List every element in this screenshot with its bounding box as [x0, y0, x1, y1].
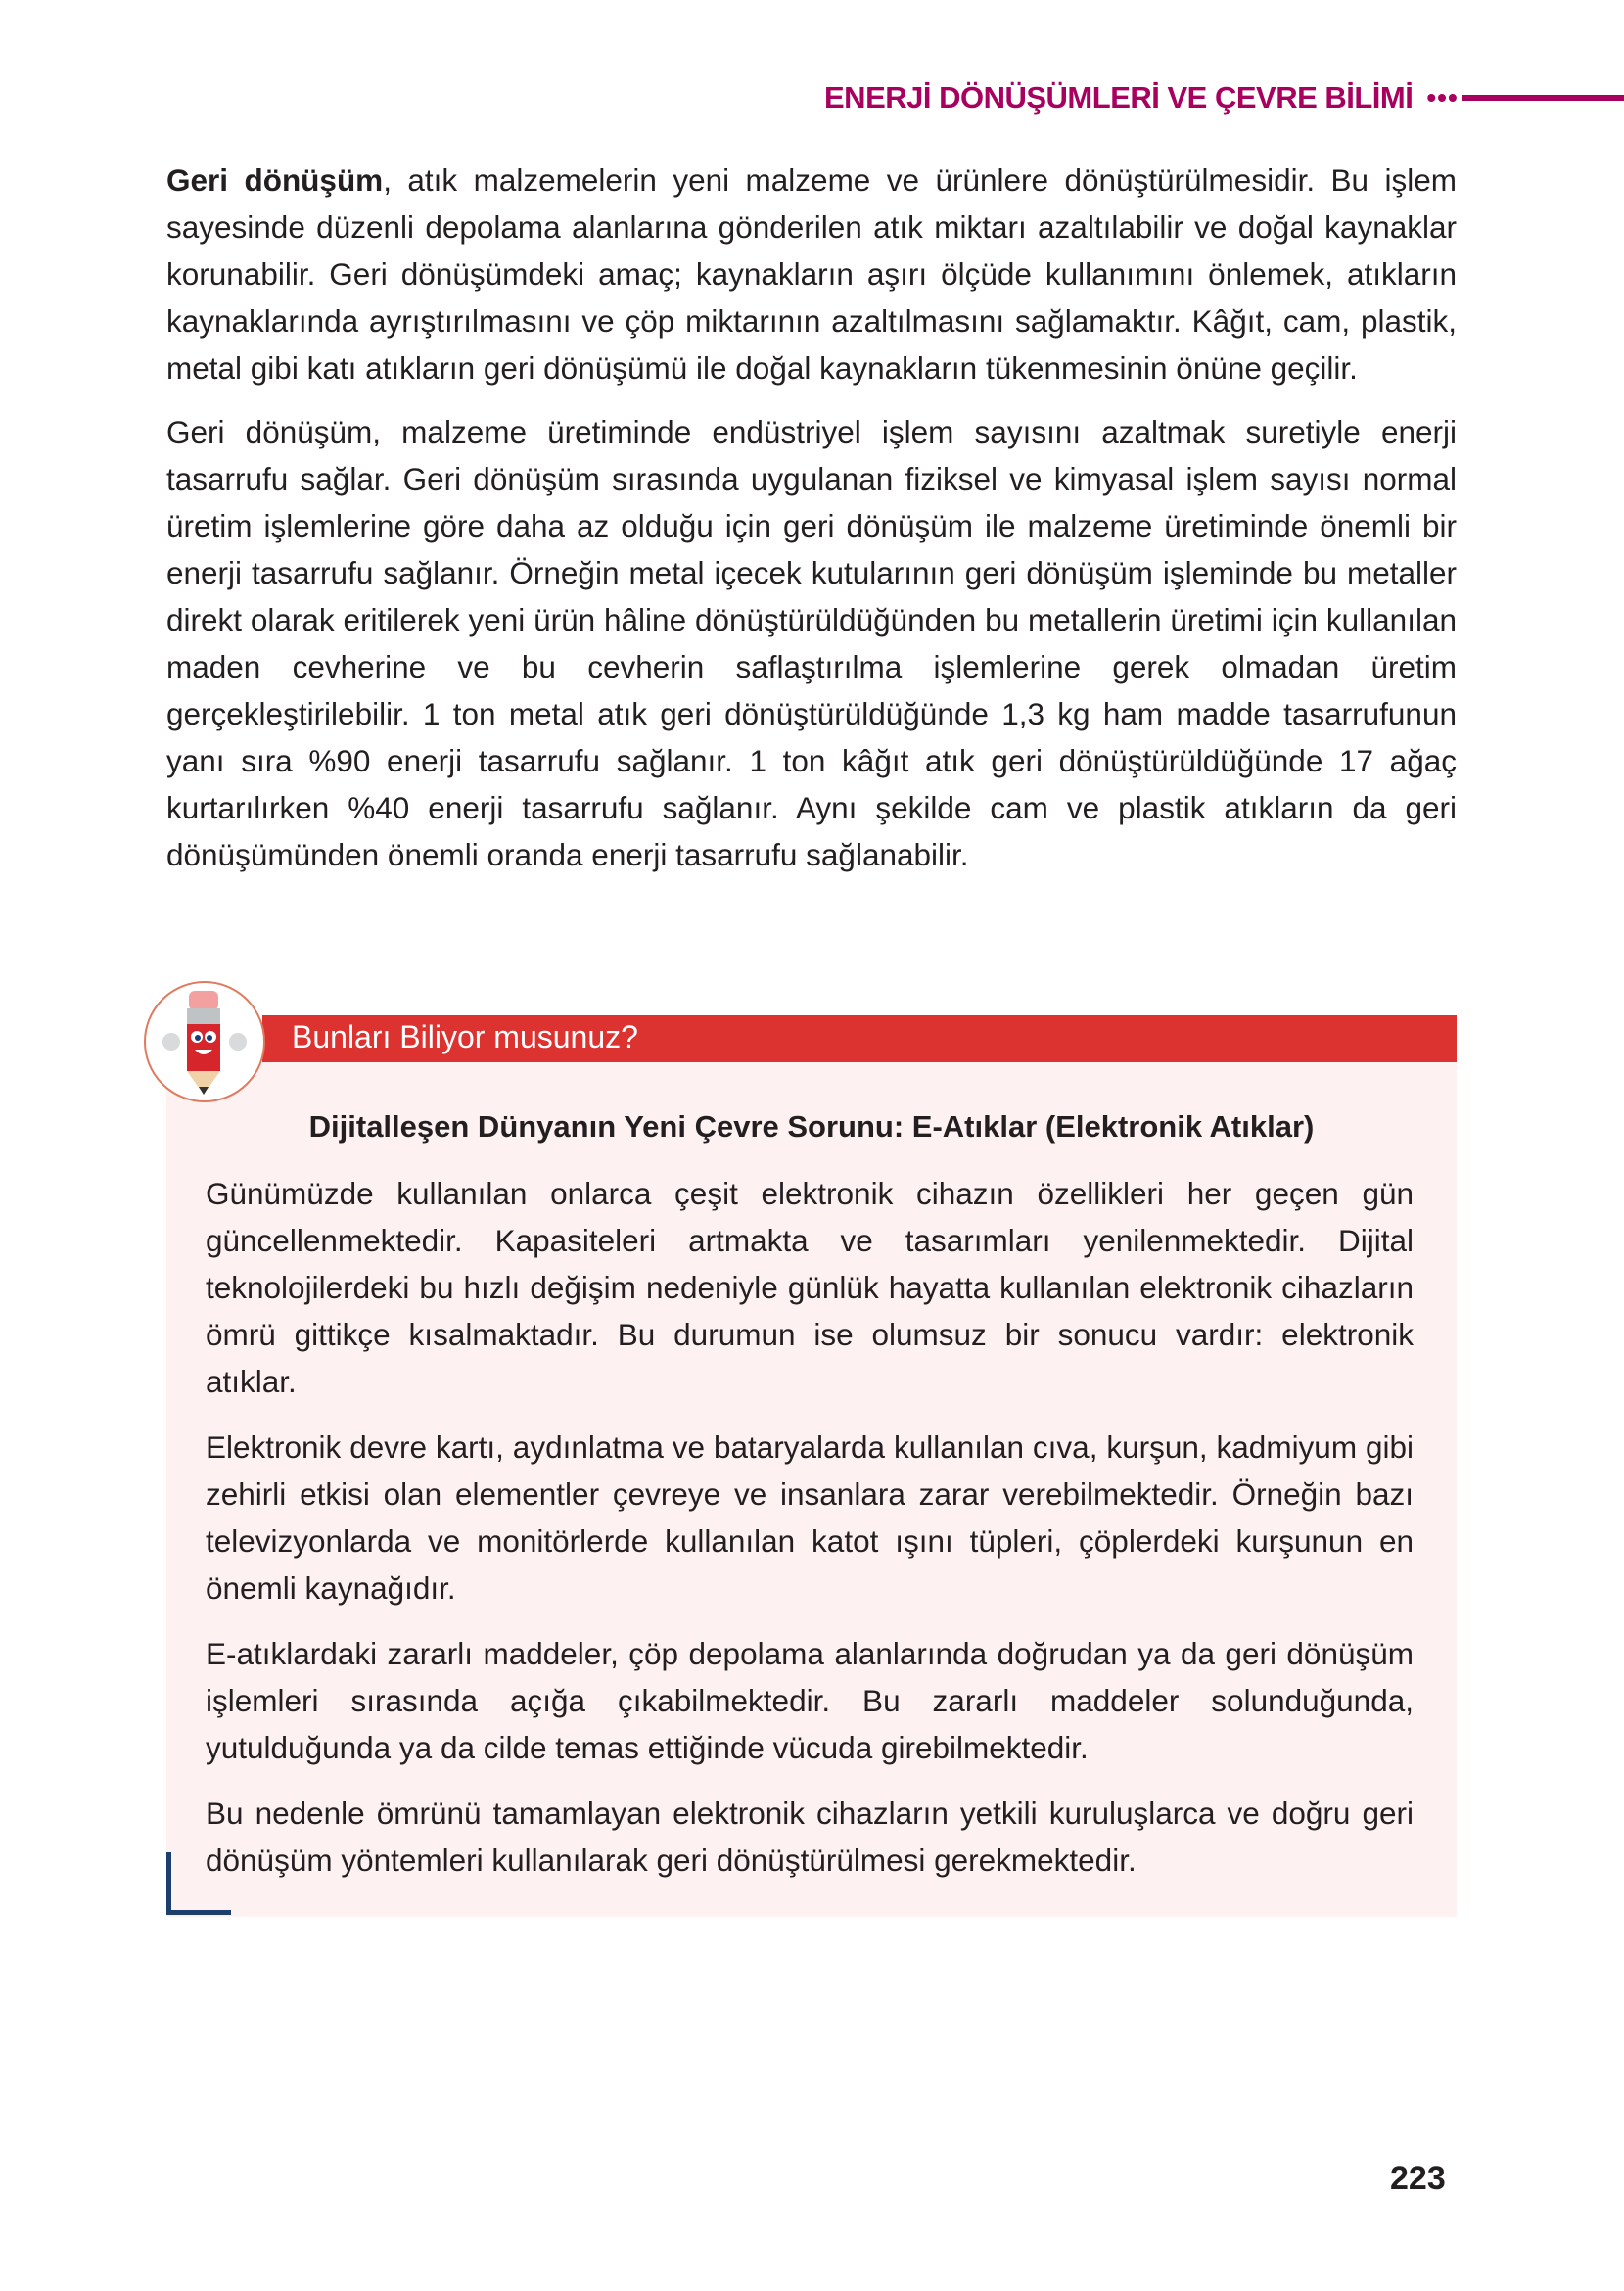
header-rule: [1462, 95, 1624, 101]
term-geri-donusum: Geri dönüşüm: [166, 163, 384, 198]
paragraph-1-text: , atık malzemelerin yeni malzeme ve ürünlere dönüştürülmesidir. Bu işlem sayesinde düzenli depolama alanlarına gönderilen atık miktarı azaltılabilir ve doğal kaynaklar korunabilir. Geri dönüşümdeki amaç; kaynakların aşırı ölçüde kullanımını önlemek, atıkların kaynaklarında ayrıştırılmasını ve çöp miktarının azaltılmasını sağlamaktır. Kâğıt, cam, plastik, metal gibi katı atıkların geri dönüşümü ile doğal kaynakların tükenmesinin önüne geçilir.: [166, 163, 1457, 386]
callout-header-bar: [262, 1015, 1457, 1062]
header-dots: •••: [1426, 82, 1459, 113]
callout-title: Dijitalleşen Dünyanın Yeni Çevre Sorunu: E-Atıklar (Elektronik Atıklar): [308, 1109, 1315, 1144]
paragraph-2: Geri dönüşüm, malzeme üretiminde endüstriyel işlem sayısını azaltmak suretiyle enerji tasarrufu sağlar. Geri dönüşüm sırasında uygulanan fiziksel ve kimyasal işlem sayısı normal üretim işlemlerine göre daha az olduğu için geri dönüşüm ile malzeme üretiminde önemli bir enerji tasarrufu sağlanır. Örneğin metal içecek kutularının geri dönüşüm işleminde bu metaller direkt olarak eritilerek yeni ürün hâline dönüştürüldüğünden bu metallerin üretimi için kullanılan maden cevherine ve bu cevherin saflaştırılma işlemlerine gerek olmadan üretim gerçekleştirilebilir. 1 ton metal atık geri dönüştürüldüğünde 1,3 kg ham madde tasarrufunun yanı sıra %90 enerji tasarrufu sağlanır. 1 ton kâğıt atık geri dönüştürüldüğünde 17 ağaç kurtarılırken %40 enerji tasarrufu sağlanır. Aynı şekilde cam ve plastik atıkların da geri dönüşümünden önemli oranda enerji tasarrufu sağlanabilir.: [166, 414, 1457, 872]
pencil-mascot-icon: [144, 981, 265, 1102]
paragraph-1: [166, 157, 1457, 392]
chapter-title: ENERJİ DÖNÜŞÜMLERİ VE ÇEVRE BİLİMİ: [824, 80, 1414, 115]
callout-body: [206, 1170, 1414, 1902]
callout-paragraph: Bu nedenle ömrünü tamamlayan elektronik cihazların yetkili kuruluşlarca ve doğru geri dönüşüm yöntemleri kullanılarak geri dönüştürülmesi gerekmektedir.: [206, 1796, 1414, 1878]
main-text: [166, 157, 1457, 895]
callout-paragraph: E-atıklardaki zararlı maddeler, çöp depolama alanlarında doğrudan ya da geri dönüşüm işlemleri sırasında açığa çıkabilmektedir. Bu zararlı maddeler solunduğunda, yutulduğunda ya da cilde temas ettiğinde vücuda girebilmektedir.: [206, 1636, 1414, 1765]
did-you-know-box: [166, 1062, 1457, 1917]
page-number: 223: [1390, 2160, 1446, 2197]
running-header: [824, 76, 1624, 119]
callout-paragraph: Günümüzde kullanılan onlarca çeşit elektronik cihazın özellikleri her geçen gün güncellenmektedir. Kapasiteleri artmakta ve tasarımları yenilenmektedir. Dijital teknolojilerdeki bu hızlı değişim nedeniyle günlük hayatta kullanılan elektronik cihazların ömrü gittikçe kısalmaktadır. Bu durumun ise olumsuz bir sonucu vardır: elektronik atıklar.: [206, 1176, 1414, 1399]
callout-label: Bunları Biliyor musunuz?: [292, 1019, 638, 1054]
callout-paragraph: Elektronik devre kartı, aydınlatma ve bataryalarda kullanılan cıva, kurşun, kadmiyum gibi zehirli etkisi olan elementler çevreye ve insanlara zarar verebilmektedir. Örneğin bazı televizyonlarda ve monitörlerde kullanılan katot ışını tüpleri, çöplerdeki kurşunun en önemli kaynağıdır.: [206, 1429, 1414, 1606]
corner-bracket: [166, 1852, 231, 1915]
